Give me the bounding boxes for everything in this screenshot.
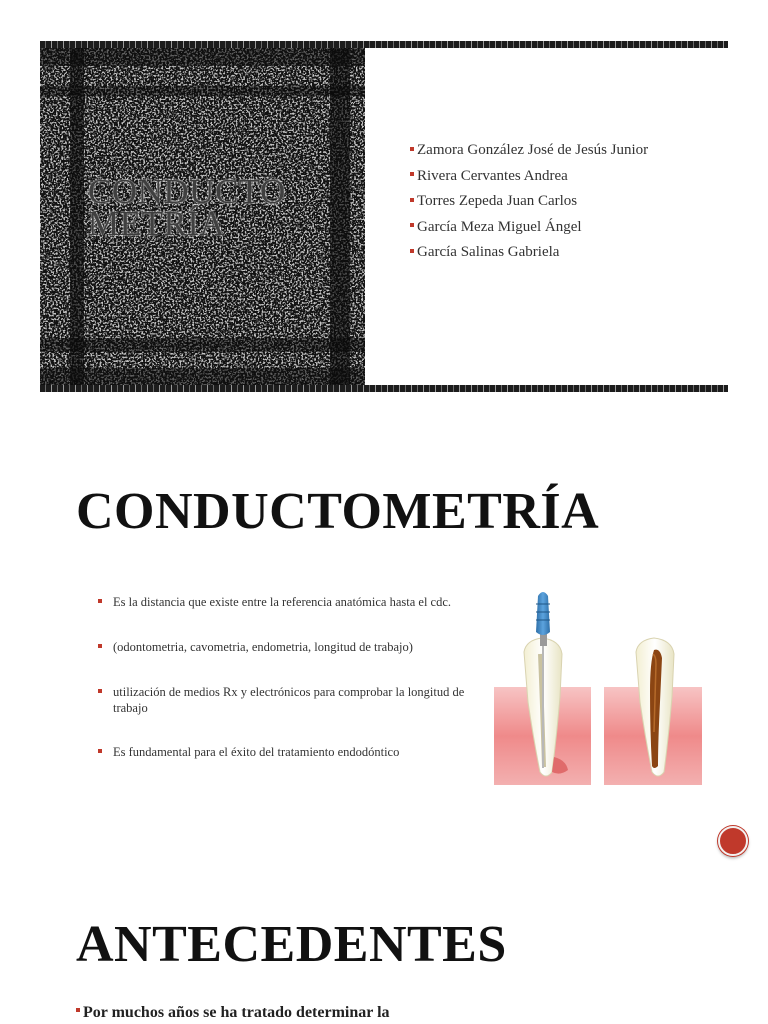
bullet-text: Es fundamental para el éxito del tratamiento endodóntico <box>113 745 400 759</box>
bullet-item <box>98 744 473 760</box>
author-item <box>410 240 648 266</box>
bullet-square-icon <box>98 749 102 753</box>
slide3-title: ANTECEDENTES <box>76 916 507 973</box>
definition-bullets <box>98 594 473 760</box>
title-slide <box>0 0 768 400</box>
bullet-square-icon <box>410 249 414 253</box>
bullet-square-icon <box>410 147 414 151</box>
bullet-square-icon <box>98 689 102 693</box>
authors-list <box>410 138 648 266</box>
root-canal-teeth-illustration <box>494 582 704 787</box>
tooth-with-filled-root <box>604 638 702 785</box>
author-item <box>410 215 648 241</box>
tooth-with-file <box>494 592 591 785</box>
bullet-square-icon <box>98 599 102 603</box>
cover-title-line1: CONDUCTO <box>88 172 286 211</box>
author-name: Zamora González José de Jesús Junior <box>417 142 649 158</box>
bullet-square-icon <box>410 223 414 227</box>
top-rough-border <box>40 41 728 48</box>
bullet-square-icon <box>98 644 102 648</box>
bullet-item <box>98 639 473 655</box>
author-name: Rivera Cervantes Andrea <box>417 167 568 184</box>
author-item <box>410 138 648 164</box>
bullet-text: utilización de medios Rx y electrónicos para comprobar la longitud de trabajo <box>113 685 465 715</box>
cover-title <box>88 172 338 243</box>
author-name: García Salinas Gabriela <box>417 244 560 260</box>
author-name: Torres Zepeda Juan Carlos <box>417 193 578 209</box>
slide3-intro-text-content: Por muchos años se ha tratado determinar la <box>83 1004 390 1021</box>
slide3-intro-text <box>76 1003 390 1023</box>
bullet-text: Es la distancia que existe entre la referencia anatómica hasta el cdc. <box>113 595 452 609</box>
bullet-item <box>98 594 473 610</box>
author-name: García Meza Miguel Ángel <box>417 218 582 235</box>
bullet-square-icon <box>410 172 414 176</box>
cover-title-line2: METRÍA <box>88 204 226 243</box>
nav-circle-button[interactable] <box>718 826 748 856</box>
bullet-item <box>98 684 473 716</box>
bullet-text: (odontometria, cavometria, endometria, longitud de trabajo) <box>113 640 413 654</box>
bottom-rough-border <box>40 385 728 392</box>
slide2-title: CONDUCTOMETRÍA <box>76 483 600 540</box>
bullet-square-icon <box>76 1008 80 1012</box>
author-item <box>410 164 648 190</box>
bullet-square-icon <box>410 198 414 202</box>
author-item <box>410 189 648 215</box>
